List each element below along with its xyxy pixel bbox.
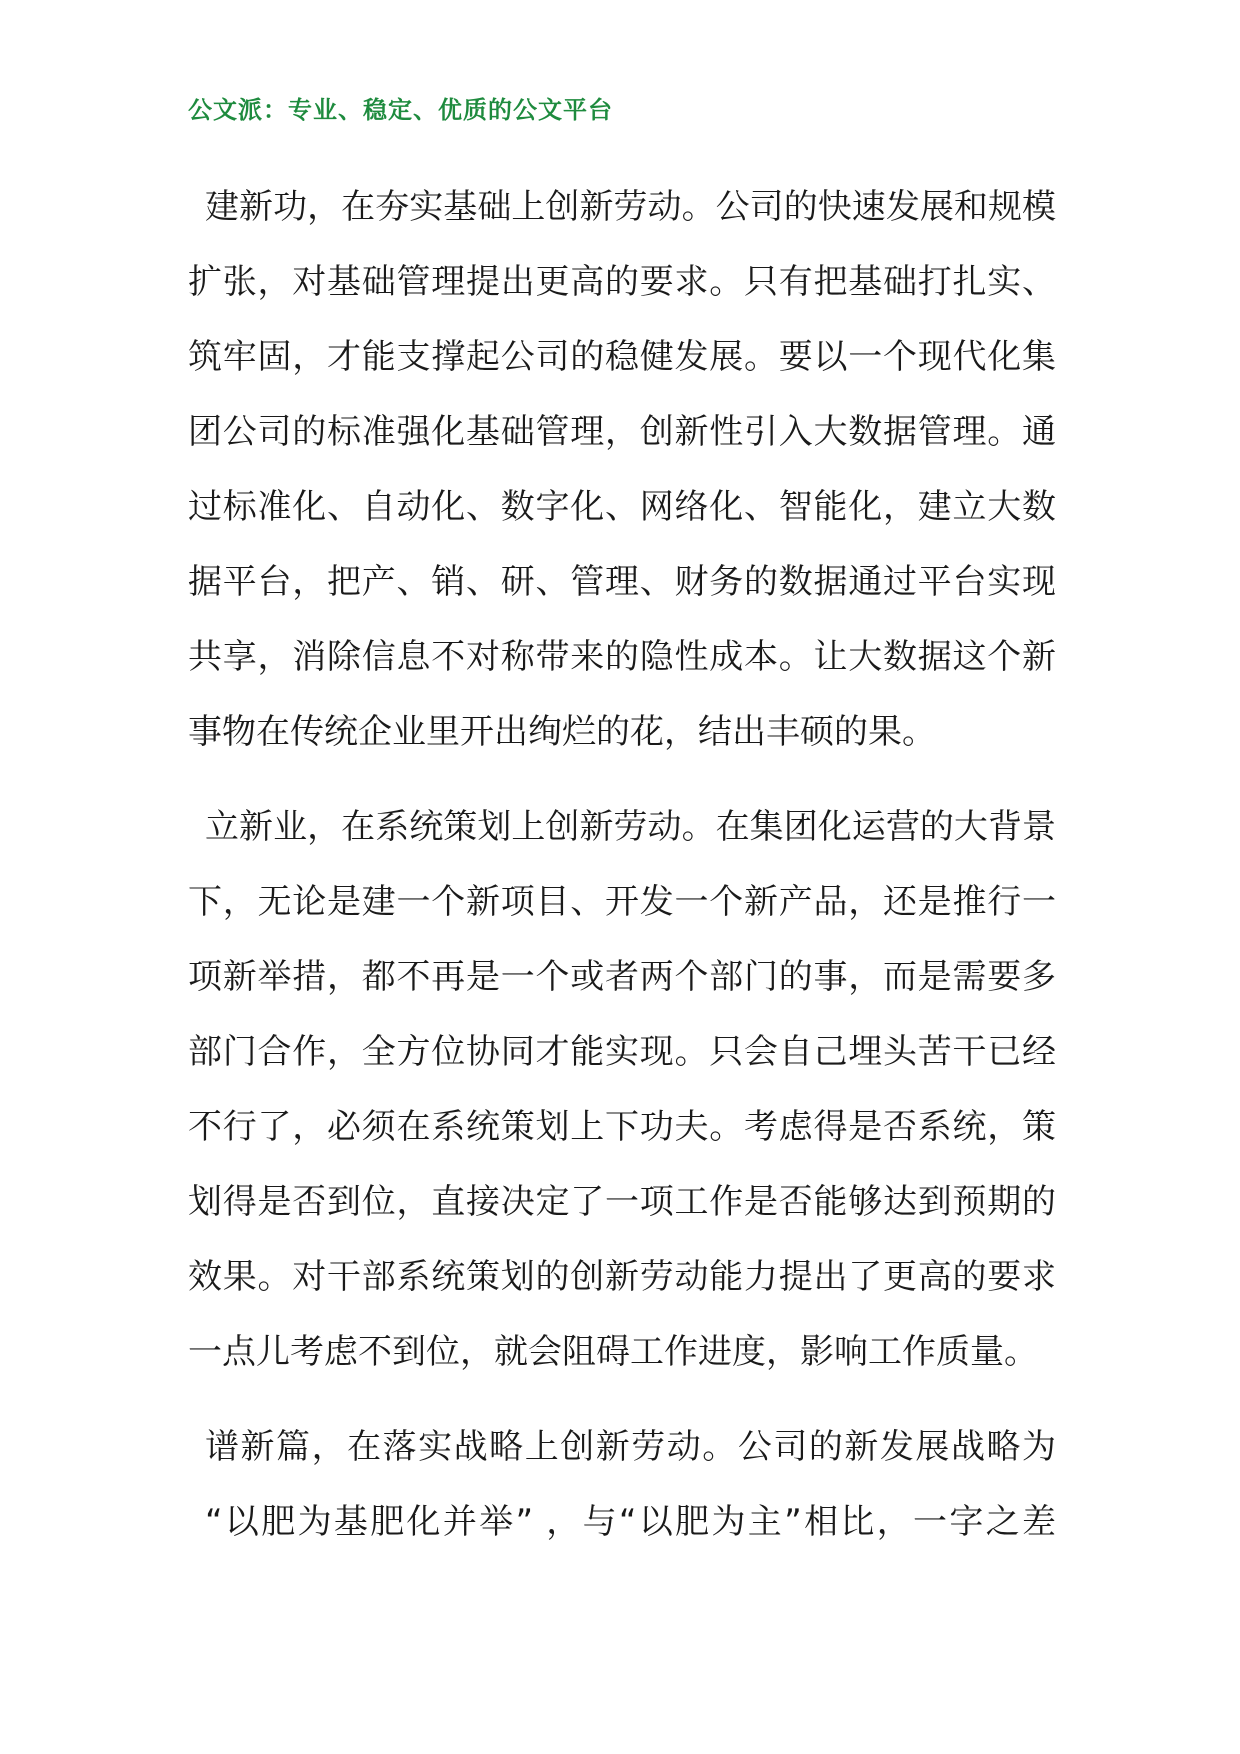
site-header-slogan: 公文派：专业、稳定、优质的公文平台 [188,95,613,124]
paragraph-line: 划得是否到位，直接决定了一项工作是否能够达到预期的 [188,1182,1056,1222]
paragraph-line: 项新举措，都不再是一个或者两个部门的事，而是需要多 [188,957,1056,997]
paragraph-line: 过标准化、自动化、数字化、网络化、智能化，建立大数 [188,487,1056,527]
paragraph-line: 筑牢固，才能支撑起公司的稳健发展。要以一个现代化集 [188,337,1056,377]
paragraph-line: 据平台，把产、销、研、管理、财务的数据通过平台实现 [188,562,1056,602]
document-body [188,170,1056,1580]
paragraph-line: 不行了，必须在系统策划上下功夫。考虑得是否系统，策 [188,1107,1056,1147]
paragraph-line: 共享，消除信息不对称带来的隐性成本。让大数据这个新 [188,637,1056,677]
paragraph-line: 一点儿考虑不到位，就会阻碍工作进度，影响工作质量。 [188,1332,1038,1372]
paragraph-line: 效果。对干部系统策划的创新劳动能力提出了更高的要求 [188,1257,1056,1297]
paragraph-line: 团公司的标准强化基础管理，创新性引入大数据管理。通 [188,412,1056,452]
paragraph-line: 下，无论是建一个新项目、开发一个新产品，还是推行一 [188,882,1056,922]
paragraph-line: 建新功，在夯实基础上创新劳动。公司的快速发展和规模 [205,187,1056,227]
paragraph-puxinpian [188,1410,1056,1560]
paragraph-line: 谱新篇，在落实战略上创新劳动。公司的新发展战略为 [205,1427,1056,1467]
paragraph-jianxingong [188,170,1056,770]
paragraph-line: 扩张，对基础管理提出更高的要求。只有把基础打扎实、 [188,262,1056,302]
paragraph-lixinye [188,790,1056,1390]
paragraph-line: 事物在传统企业里开出绚烂的花，结出丰硕的果。 [188,712,936,752]
paragraph-line: “以肥为基肥化并举” ，与“以肥为主”相比，一字之差 [205,1502,1056,1542]
paragraph-line: 立新业，在系统策划上创新劳动。在集团化运营的大背景 [205,807,1056,847]
paragraph-line: 部门合作，全方位协同才能实现。只会自己埋头苦干已经 [188,1032,1056,1072]
